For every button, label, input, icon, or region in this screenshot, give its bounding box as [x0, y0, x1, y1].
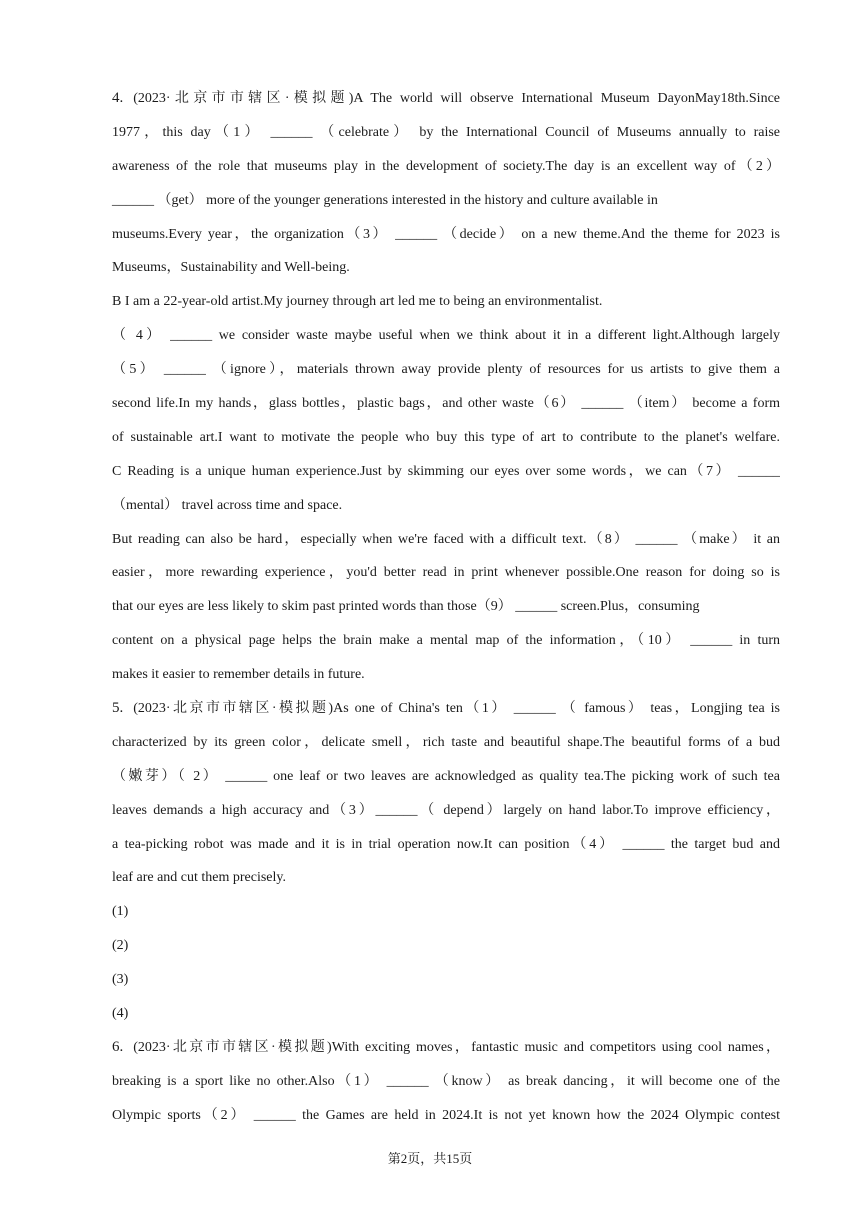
line-text: （嫩芽）（ 2） ______ one leaf or two leaves are acknowledged as quality tea.The picking work of such tea — [112, 768, 780, 784]
line-text: of sustainable art.I want to motivate the people who buy this type of art to contribute to the planet's welfare. — [112, 429, 780, 445]
line-text: (3) — [112, 972, 129, 988]
question-number: 5. — [112, 700, 124, 717]
question-line — [112, 1031, 780, 1065]
line-text: 1977，this day（1） ______ （celebrate） by the International Council of Museums annually to raise — [112, 124, 780, 140]
question-number: 4. — [112, 90, 124, 106]
text-line — [112, 421, 780, 455]
text-line — [112, 997, 780, 1031]
line-text: C Reading is a unique human experience.Just by skimming our eyes over some words，we can（7） ______ — [112, 463, 780, 479]
text-line — [112, 760, 780, 794]
text-line — [112, 489, 780, 523]
text-line — [112, 523, 780, 557]
line-text: （5） ______ （ignore），materials thrown away provide plenty of resources for us artists to give them a — [112, 362, 780, 378]
text-line — [112, 658, 780, 692]
text-line — [112, 794, 780, 828]
text-line — [112, 116, 780, 150]
line-text: B I am a 22-year-old artist.My journey through art led me to being an environmentalist. — [112, 294, 603, 310]
text-line — [112, 726, 780, 760]
text-line — [112, 1065, 780, 1099]
text-line — [112, 285, 780, 319]
line-text: characterized by its green color，delicate smell，rich taste and beautiful shape.The beautiful forms of a bud — [112, 734, 780, 750]
text-line — [112, 861, 780, 895]
line-text: (2) — [112, 938, 129, 954]
line-text: (2023·北京市市辖区·模拟题)A The world will observe International Museum DayonMay18th.Since — [133, 91, 780, 106]
text-line — [112, 353, 780, 387]
line-text: leaves demands a high accuracy and（3）______（ depend）largely on hand labor.To improve efficiency， — [112, 802, 780, 818]
line-text: (2023·北京市市辖区·模拟题)As one of China's ten（1） ______ （ famous） teas，Longjing tea is — [133, 701, 780, 717]
text-line — [112, 150, 780, 184]
text-line — [112, 1099, 780, 1133]
line-text: But reading can also be hard，especially when we're faced with a difficult text.（8） ______ （make） it an — [112, 531, 780, 547]
line-text: makes it easier to remember details in future. — [112, 667, 365, 683]
line-text: （ 4） ______ we consider waste maybe useful when we think about it in a different light.Although largely — [112, 328, 780, 344]
text-line — [112, 184, 780, 218]
text-line — [112, 319, 780, 353]
question-number: 6. — [112, 1038, 124, 1055]
line-text: (4) — [112, 1006, 129, 1022]
text-line — [112, 455, 780, 489]
page-footer: 第2页，共15页 — [387, 1151, 473, 1166]
line-text: a tea-picking robot was made and it is in trial operation now.It can position（4） ______ the target bud and — [112, 836, 780, 852]
line-text: breaking is a sport like no other.Also（1） ______ （know） as break dancing，it will become one of the — [112, 1073, 780, 1089]
text-line — [112, 828, 780, 862]
text-line — [112, 218, 780, 252]
line-text: easier，more rewarding experience，you'd better read in print whenever possible.One reason for doing so is — [112, 565, 780, 581]
line-text: Museums，Sustainability and Well-being. — [112, 260, 350, 276]
question-line — [112, 692, 780, 726]
text-line — [112, 929, 780, 963]
line-text: that our eyes are less likely to skim past printed words than those（9） ______ screen.Plus，consuming — [112, 599, 700, 615]
text-line — [112, 590, 780, 624]
text-line — [112, 251, 780, 285]
line-text: awareness of the role that museums play in the development of society.The day is an excellent way of（2） — [112, 158, 780, 174]
text-line — [112, 895, 780, 929]
line-text: leaf are and cut them precisely. — [112, 870, 287, 886]
line-text: second life.In my hands，glass bottles，plastic bags，and other waste（6） ______ （item） become a form — [112, 396, 780, 412]
text-line — [112, 624, 780, 658]
text-line — [112, 387, 780, 421]
line-text: (1) — [112, 904, 129, 920]
document-body — [112, 82, 780, 1133]
line-text: museums.Every year，the organization（3） ______ （decide） on a new theme.And the theme for 2023 is — [112, 226, 780, 242]
text-line — [112, 556, 780, 590]
text-line — [112, 963, 780, 997]
line-text: content on a physical page helps the brain make a mental map of the information，（10） ______ in turn — [112, 633, 780, 649]
line-text: （mental） travel across time and space. — [112, 497, 343, 513]
question-line — [112, 82, 780, 116]
line-text: Olympic sports（2） ______ the Games are held in 2024.It is not yet known how the 2024 Olympic contest — [112, 1107, 780, 1123]
line-text: (2023·北京市市辖区·模拟题)With exciting moves，fantastic music and competitors using cool names， — [133, 1039, 780, 1055]
line-text: ______ （get） more of the younger generations interested in the history and culture available in — [112, 192, 658, 208]
